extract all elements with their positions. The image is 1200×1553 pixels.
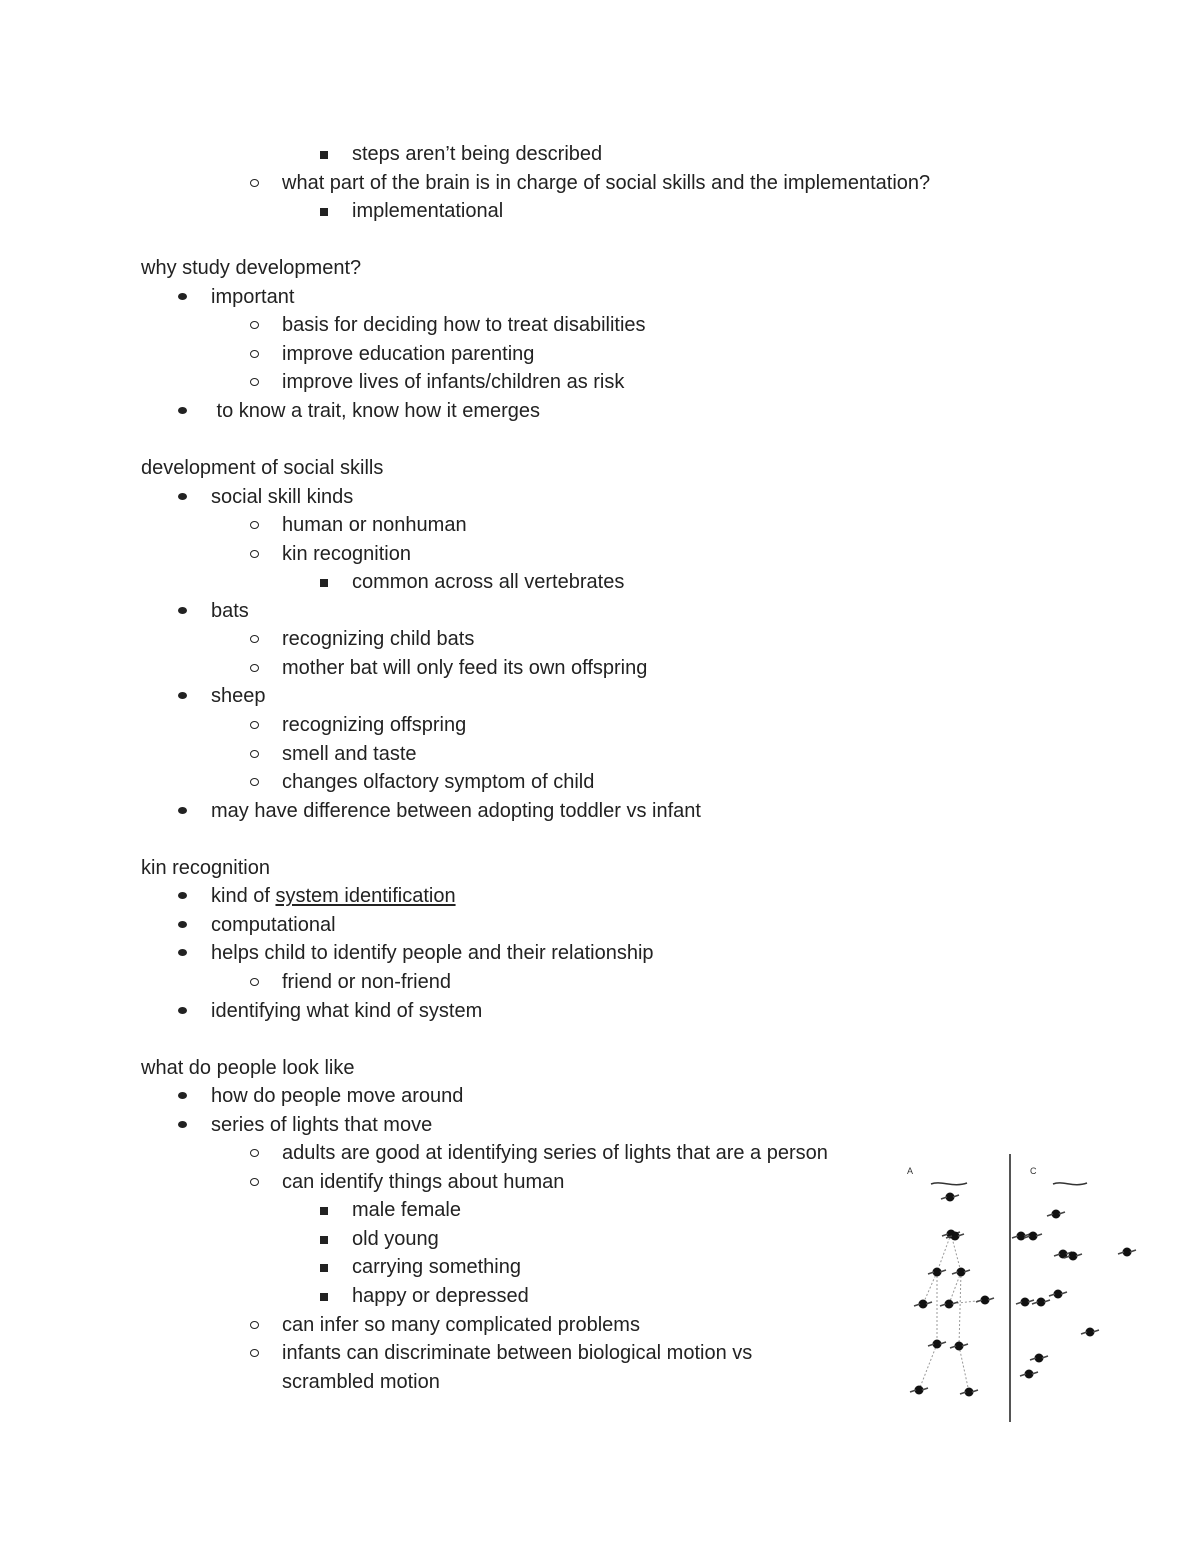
list-item [352,1225,439,1253]
bullet-square-icon [320,1264,328,1272]
list-item-text: friend or non-friend [282,971,451,993]
bullet-circle-icon [250,378,259,386]
list-item [211,1082,463,1110]
bullet-circle-icon [250,321,259,329]
bullet-square-icon [320,579,328,587]
list-item [352,568,624,596]
list-item [211,882,456,910]
list-item [282,1368,440,1396]
section-heading: what do people look like [141,1057,355,1079]
list-item-text: adults are good at identifying series of lights that are a person [282,1142,828,1164]
list-item [352,140,602,168]
bullet-disc-icon [178,807,187,814]
list-item [211,597,249,625]
list-item-text: bats [211,600,249,622]
bullet-disc-icon [178,293,187,300]
list-item [282,1139,828,1167]
list-item-text: helps child to identify people and their relationship [211,942,654,964]
list-item-text: can infer so many complicated problems [282,1314,640,1336]
list-item-text: important [211,286,295,308]
bullet-square-icon [320,1207,328,1215]
list-item [211,682,266,710]
list-item-text: carrying something [352,1256,521,1278]
list-item-text: scrambled motion [282,1371,440,1393]
bullet-disc-icon [178,1121,187,1128]
list-item-text: basis for deciding how to treat disabilities [282,314,646,336]
list-item-text: changes olfactory symptom of child [282,771,595,793]
bullet-circle-icon [250,550,259,558]
list-item-text: how do people move around [211,1085,464,1107]
bullet-circle-icon [250,1149,259,1157]
list-item [282,654,647,682]
list-item-text: mother bat will only feed its own offspring [282,657,648,679]
bullet-circle-icon [250,664,259,672]
list-item [211,997,482,1025]
list-item [282,368,624,396]
list-item [282,1311,640,1339]
panel-a-label: A [907,1166,914,1176]
list-item [211,283,294,311]
list-item-text: male female [352,1199,461,1221]
list-item-text: improve education parenting [282,343,535,365]
bullet-disc-icon [178,493,187,500]
bullet-circle-icon [250,778,259,786]
bullet-circle-icon [250,1321,259,1329]
bullet-square-icon [320,208,328,216]
list-item-text: old young [352,1228,439,1250]
list-item [211,483,353,511]
section-heading: why study development? [141,257,362,279]
list-item-text: steps aren’t being described [352,143,603,165]
panel-c-label: C [1030,1166,1037,1176]
list-item [282,311,646,339]
list-item-text: common across all vertebrates [352,571,625,593]
list-item [211,797,701,825]
list-item [352,1282,529,1310]
list-item [282,740,417,768]
bullet-circle-icon [250,721,259,729]
bullet-square-icon [320,1236,328,1244]
bullet-circle-icon [250,521,259,529]
bullet-circle-icon [250,635,259,643]
list-item [282,968,451,996]
list-item-text: series of lights that move [211,1114,433,1136]
bullet-disc-icon [178,892,187,899]
list-item-text: infants can discriminate between biological motion vs [282,1342,753,1364]
list-item [282,625,474,653]
list-item-text: computational [211,914,336,936]
bullet-disc-icon [178,607,187,614]
list-item [211,1111,432,1139]
list-item-text: sheep [211,685,266,707]
list-item [282,540,411,568]
list-item-text: kin recognition [282,543,411,565]
list-item [282,1168,564,1196]
list-item-text: happy or depressed [352,1285,529,1307]
bullet-circle-icon [250,179,259,187]
bullet-circle-icon [250,1349,259,1357]
list-item [282,1339,752,1367]
list-item [352,1253,521,1281]
bullet-circle-icon [250,1178,259,1186]
list-item-text: improve lives of infants/children as risk [282,371,625,393]
list-item-text: kind of [211,885,276,907]
bullet-disc-icon [178,949,187,956]
list-item-text: human or nonhuman [282,514,467,536]
list-item [282,169,930,197]
list-item-text: recognizing offspring [282,714,467,736]
list-item [211,939,654,967]
bullet-square-icon [320,151,328,159]
list-item-text: smell and taste [282,743,417,765]
list-item [282,511,467,539]
list-item-text: to know a trait, know how it emerges [211,400,541,422]
underlined-term: system identification [275,885,456,907]
list-item [211,911,336,939]
point-light-walker-figure [893,1152,1137,1424]
list-item-text: can identify things about human [282,1171,565,1193]
bullet-square-icon [320,1293,328,1301]
bullet-circle-icon [250,750,259,758]
bullet-disc-icon [178,407,187,414]
list-item [282,711,466,739]
list-item [282,340,534,368]
bullet-disc-icon [178,1007,187,1014]
section-heading: development of social skills [141,457,384,479]
bullet-circle-icon [250,978,259,986]
list-item [211,397,540,425]
bullet-circle-icon [250,350,259,358]
bullet-disc-icon [178,1092,187,1099]
list-item [352,1196,461,1224]
list-item-text: social skill kinds [211,486,354,508]
bullet-disc-icon [178,921,187,928]
section-heading: kin recognition [141,857,270,879]
list-item-text: recognizing child bats [282,628,475,650]
list-item [282,768,594,796]
list-item-text: may have difference between adopting toddler vs infant [211,800,701,822]
bullet-disc-icon [178,692,187,699]
list-item-text: implementational [352,200,504,222]
list-item [352,197,503,225]
list-item-text: identifying what kind of system [211,1000,483,1022]
list-item-text: what part of the brain is in charge of social skills and the implementation? [282,172,931,194]
